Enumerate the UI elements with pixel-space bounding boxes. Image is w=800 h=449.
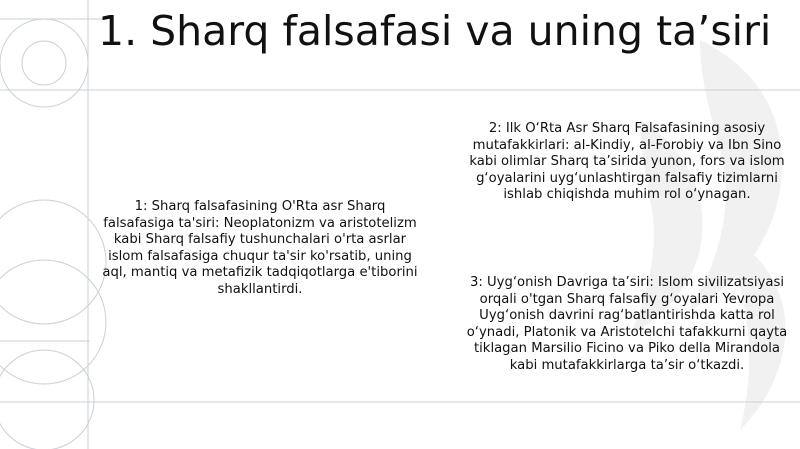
circle-bottom [0, 350, 94, 449]
circle-mid [0, 200, 106, 324]
text-block-1: 1: Sharq falsafasining O'Rta asr Sharq falsafasiga ta'siri: Neoplatonizm va aristotelizm kabi Sharq falsafiy tushunchalari o'rta asrlar islom falsafasiga chuqur ta'sir ko'rsatib, uning aql, mantiq va metafizik tadqiqotlarga e'tiborini shakllantirdi. [102, 199, 418, 297]
circle-small-top [22, 41, 66, 85]
text-block-2: 2: Ilk O‘Rta Asr Sharq Falsafasining asosiy mutafakkirlari: al-Kindiy, al-Forobiy va Ibn Sino kabi olimlar Sharq ta’sirida yunon, fors va islom g‘oyalarini uyg‘unlashtirgan falsafiy tizimlarni ishlab chiqishda muhim rol o‘ynagan. [469, 121, 785, 202]
circle-large-top [0, 19, 88, 107]
circle-lower [0, 260, 106, 384]
slide-title: 1. Sharq falsafasi va uning ta’siri [98, 7, 772, 55]
text-block-3: 3: Uyg‘onish Davriga ta’siri: Islom sivilizatsiyasi orqali o'tgan Sharq falsafiy g‘oyalari Yevropa Uyg‘onish davrini rag‘batlantirishda katta rol o‘ynadi, Platonik va Aristotelchi tafakkurni qayta tiklagan Marsilio Ficino va Piko della Mirandola kabi mutafakkirlarga ta’sir o‘tkazdi. [466, 275, 788, 373]
